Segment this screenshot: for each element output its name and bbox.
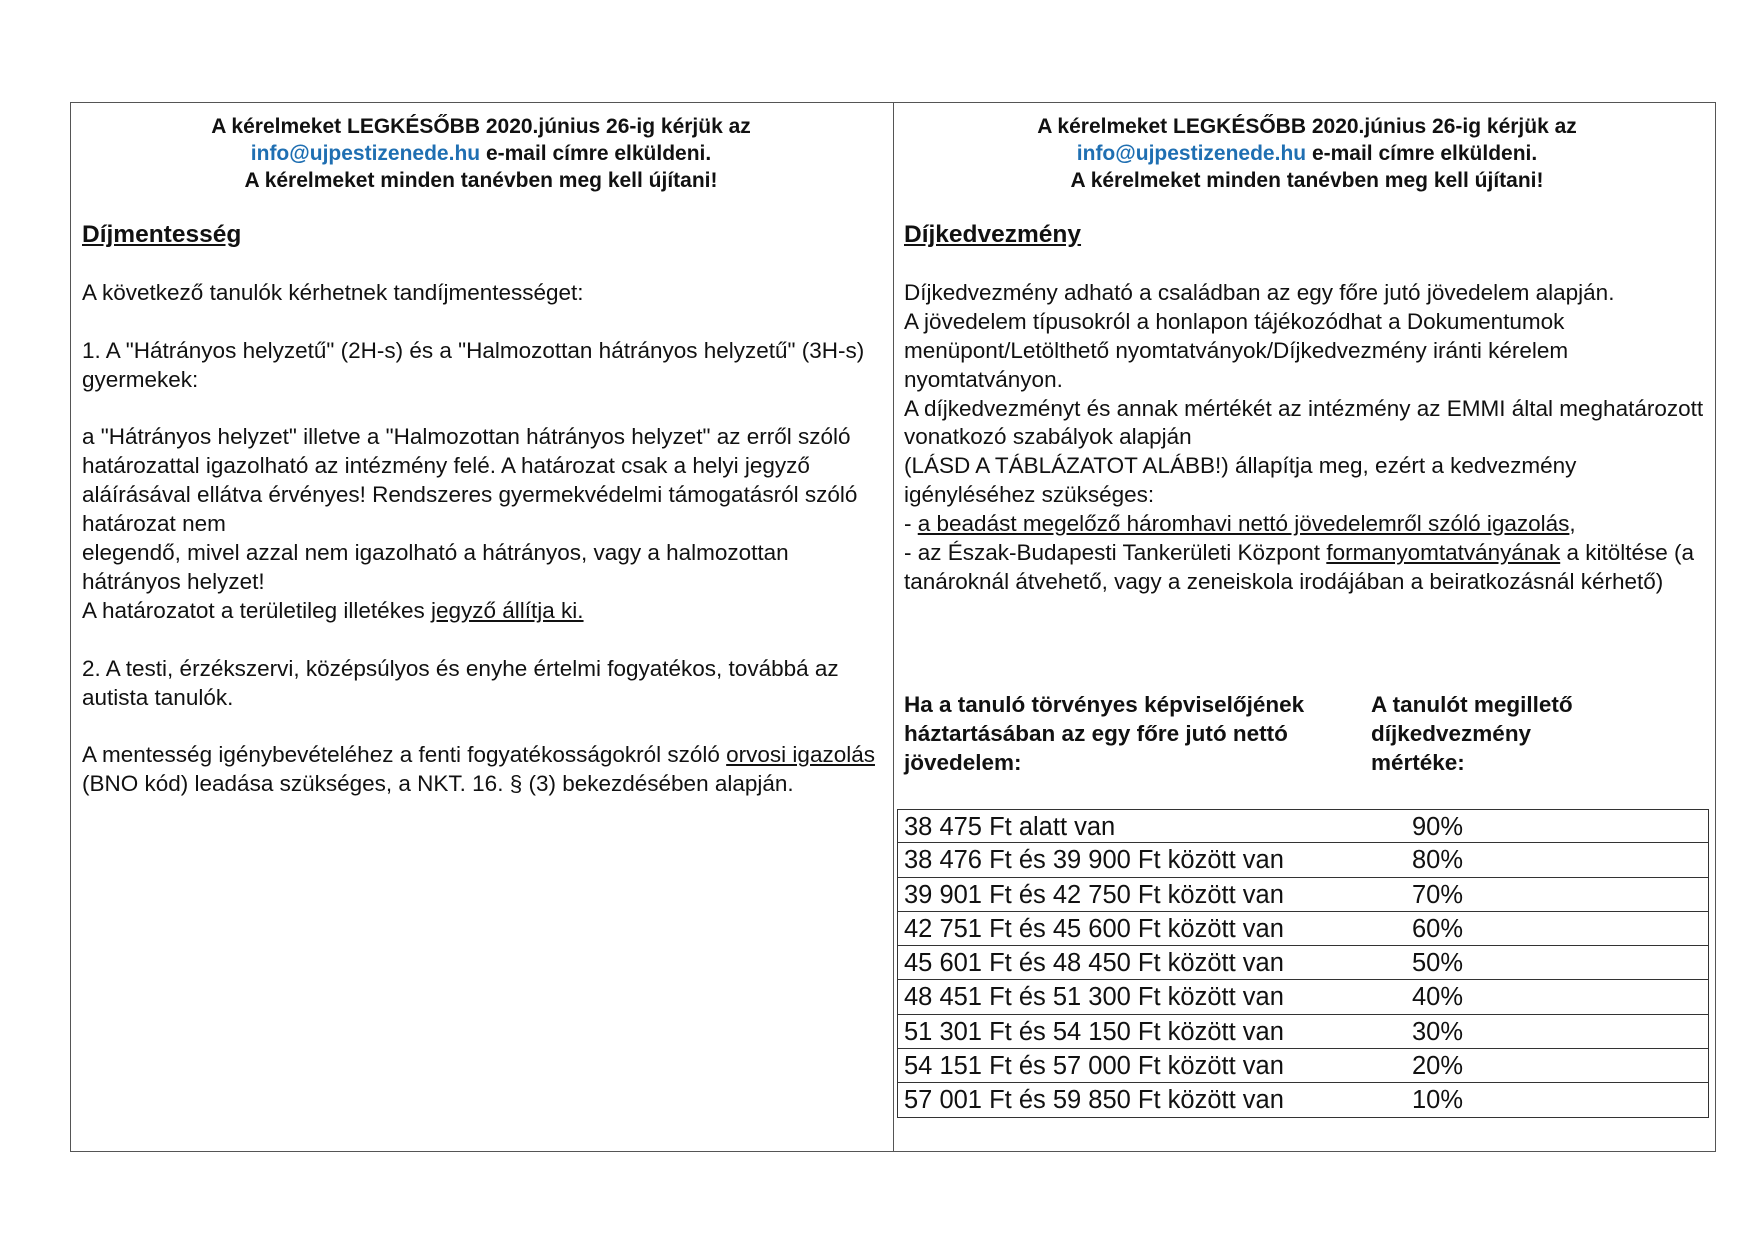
deadline-notice [82, 113, 882, 194]
income-column-header: Ha a tanuló törvényes képviselőjének háztartásában az egy főre jutó nettó jövedelem: [904, 692, 1305, 775]
item2-title: 2. A testi, érzékszervi, középsúlyos és enyhe értelmi fogyatékos, továbbá az autista tanulók. [82, 655, 839, 710]
discount-percent: 80% [1412, 846, 1464, 875]
discount-column-header: A tanulót megillető díjkedvezmény mértéke: [1371, 692, 1573, 775]
item1-body3: A határozatot a területileg illetékes jegyző állítja ki. [82, 597, 584, 623]
discount-percent: 40% [1412, 983, 1464, 1012]
income-range: 48 451 Ft és 51 300 Ft között van [904, 983, 1284, 1012]
income-range: 38 476 Ft és 39 900 Ft között van [904, 846, 1284, 875]
email-link[interactable]: info@ujpestizenede.hu [250, 142, 481, 165]
income-range: 39 901 Ft és 42 750 Ft között van [904, 880, 1284, 909]
table-row [897, 878, 1709, 912]
income-range: 45 601 Ft és 48 450 Ft között van [904, 949, 1284, 978]
table-row [897, 980, 1709, 1014]
item1-body2: elegendő, mivel azzal nem igazolható a hátrányos, vagy a halmozottan hátrányos helyzet! [82, 540, 789, 594]
discount-percent: 70% [1412, 880, 1464, 909]
income-range: 57 001 Ft és 59 850 Ft között van [904, 1086, 1284, 1115]
notice-line1: A kérelmeket LEGKÉSŐBB 2020.június 26-ig kérjük az [1037, 115, 1577, 138]
item2-body: A mentesség igénybevételéhez a fenti fogyatékosságokról szóló orvosi igazolás (BNO kód) leadása szükséges, a NKT. 16. § (3) bekezdésében alapján. [82, 742, 875, 797]
discount-percent: 30% [1412, 1017, 1464, 1046]
income-range: 51 301 Ft és 54 150 Ft között van [904, 1017, 1284, 1046]
income-range: 38 475 Ft alatt van [904, 813, 1116, 841]
email-link[interactable]: info@ujpestizenede.hu [1076, 142, 1307, 165]
income-range: 42 751 Ft és 45 600 Ft között van [904, 914, 1284, 943]
discount-percent: 20% [1412, 1052, 1464, 1081]
table-row [897, 946, 1709, 980]
exemption-intro: A következő tanulók kérhetnek tandíjmentességet: [82, 279, 584, 305]
discount-percent: 60% [1412, 914, 1464, 943]
discount-percent: 50% [1412, 949, 1464, 978]
discount-p3: A díjkedvezményt és annak mértékét az intézmény az EMMI által meghatározott vonatkozó szabályok alapján [904, 395, 1704, 450]
medical-certificate-text: orvosi igazolás [726, 742, 875, 768]
notice-line2: e-mail címre elküldeni. [480, 142, 712, 165]
notice-line3: A kérelmeket minden tanévben meg kell újítani! [244, 169, 718, 192]
discount-table [897, 809, 1709, 1118]
table-row [897, 912, 1709, 946]
notice-line2: e-mail címre elküldeni. [1306, 142, 1538, 165]
requirement-2: - az Észak-Budapesti Tankerületi Központ formanyomtatványának a kitöltése (a tanároknál átvehető, vagy a zeneiskola irodájában a beiratkozásnál kérhető) [904, 540, 1695, 594]
discount-p4: (LÁSD A TÁBLÁZATOT ALÁBB!) állapítja meg, ezért a kedvezmény igényléséhez szükséges: [904, 453, 1577, 508]
exemption-heading: Díjmentesség [82, 221, 242, 248]
table-row [897, 1083, 1709, 1117]
discount-percent: 10% [1412, 1086, 1464, 1115]
exemption-column [82, 102, 882, 799]
item1-title: 1. A "Hátrányos helyzetű" (2H-s) és a "Halmozottan hátrányos helyzetű" (3H-s) gyermekek: [82, 337, 865, 392]
table-row [897, 843, 1709, 877]
table-row [897, 809, 1709, 843]
notice-line1: A kérelmeket LEGKÉSŐBB 2020.június 26-ig kérjük az [211, 115, 751, 138]
discount-p1: Díjkedvezmény adható a családban az egy főre jutó jövedelem alapján. [904, 279, 1615, 305]
notary-link-text: jegyző állítja ki. [430, 597, 584, 623]
item1-body: a "Hátrányos helyzet" illetve a "Halmozottan hátrányos helyzet" az erről szóló határozattal igazolható az intézmény felé. A határozat csak a helyi jegyző aláírásával ellátva érvényes! Rendszeres gyermekvédelmi támogatásról szóló határozat nem [82, 424, 858, 537]
income-range: 54 151 Ft és 57 000 Ft között van [904, 1052, 1284, 1081]
requirement-1: - a beadást megelőző háromhavi nettó jövedelemről szóló igazolás, [904, 511, 1576, 537]
discount-column [904, 102, 1712, 597]
deadline-notice-right [904, 113, 1712, 194]
notice-line3: A kérelmeket minden tanévben meg kell újítani! [1070, 169, 1544, 192]
table-row [897, 1015, 1709, 1049]
discount-percent: 90% [1412, 813, 1464, 841]
discount-heading: Díjkedvezmény [904, 221, 1082, 248]
discount-p2: A jövedelem típusokról a honlapon tájékozódhat a Dokumentumok menüpont/Letölthető nyomtatványok/Díjkedvezmény iránti kérelem nyomtatványon. [904, 308, 1569, 392]
table-row [897, 1049, 1709, 1083]
column-divider [893, 102, 894, 1152]
